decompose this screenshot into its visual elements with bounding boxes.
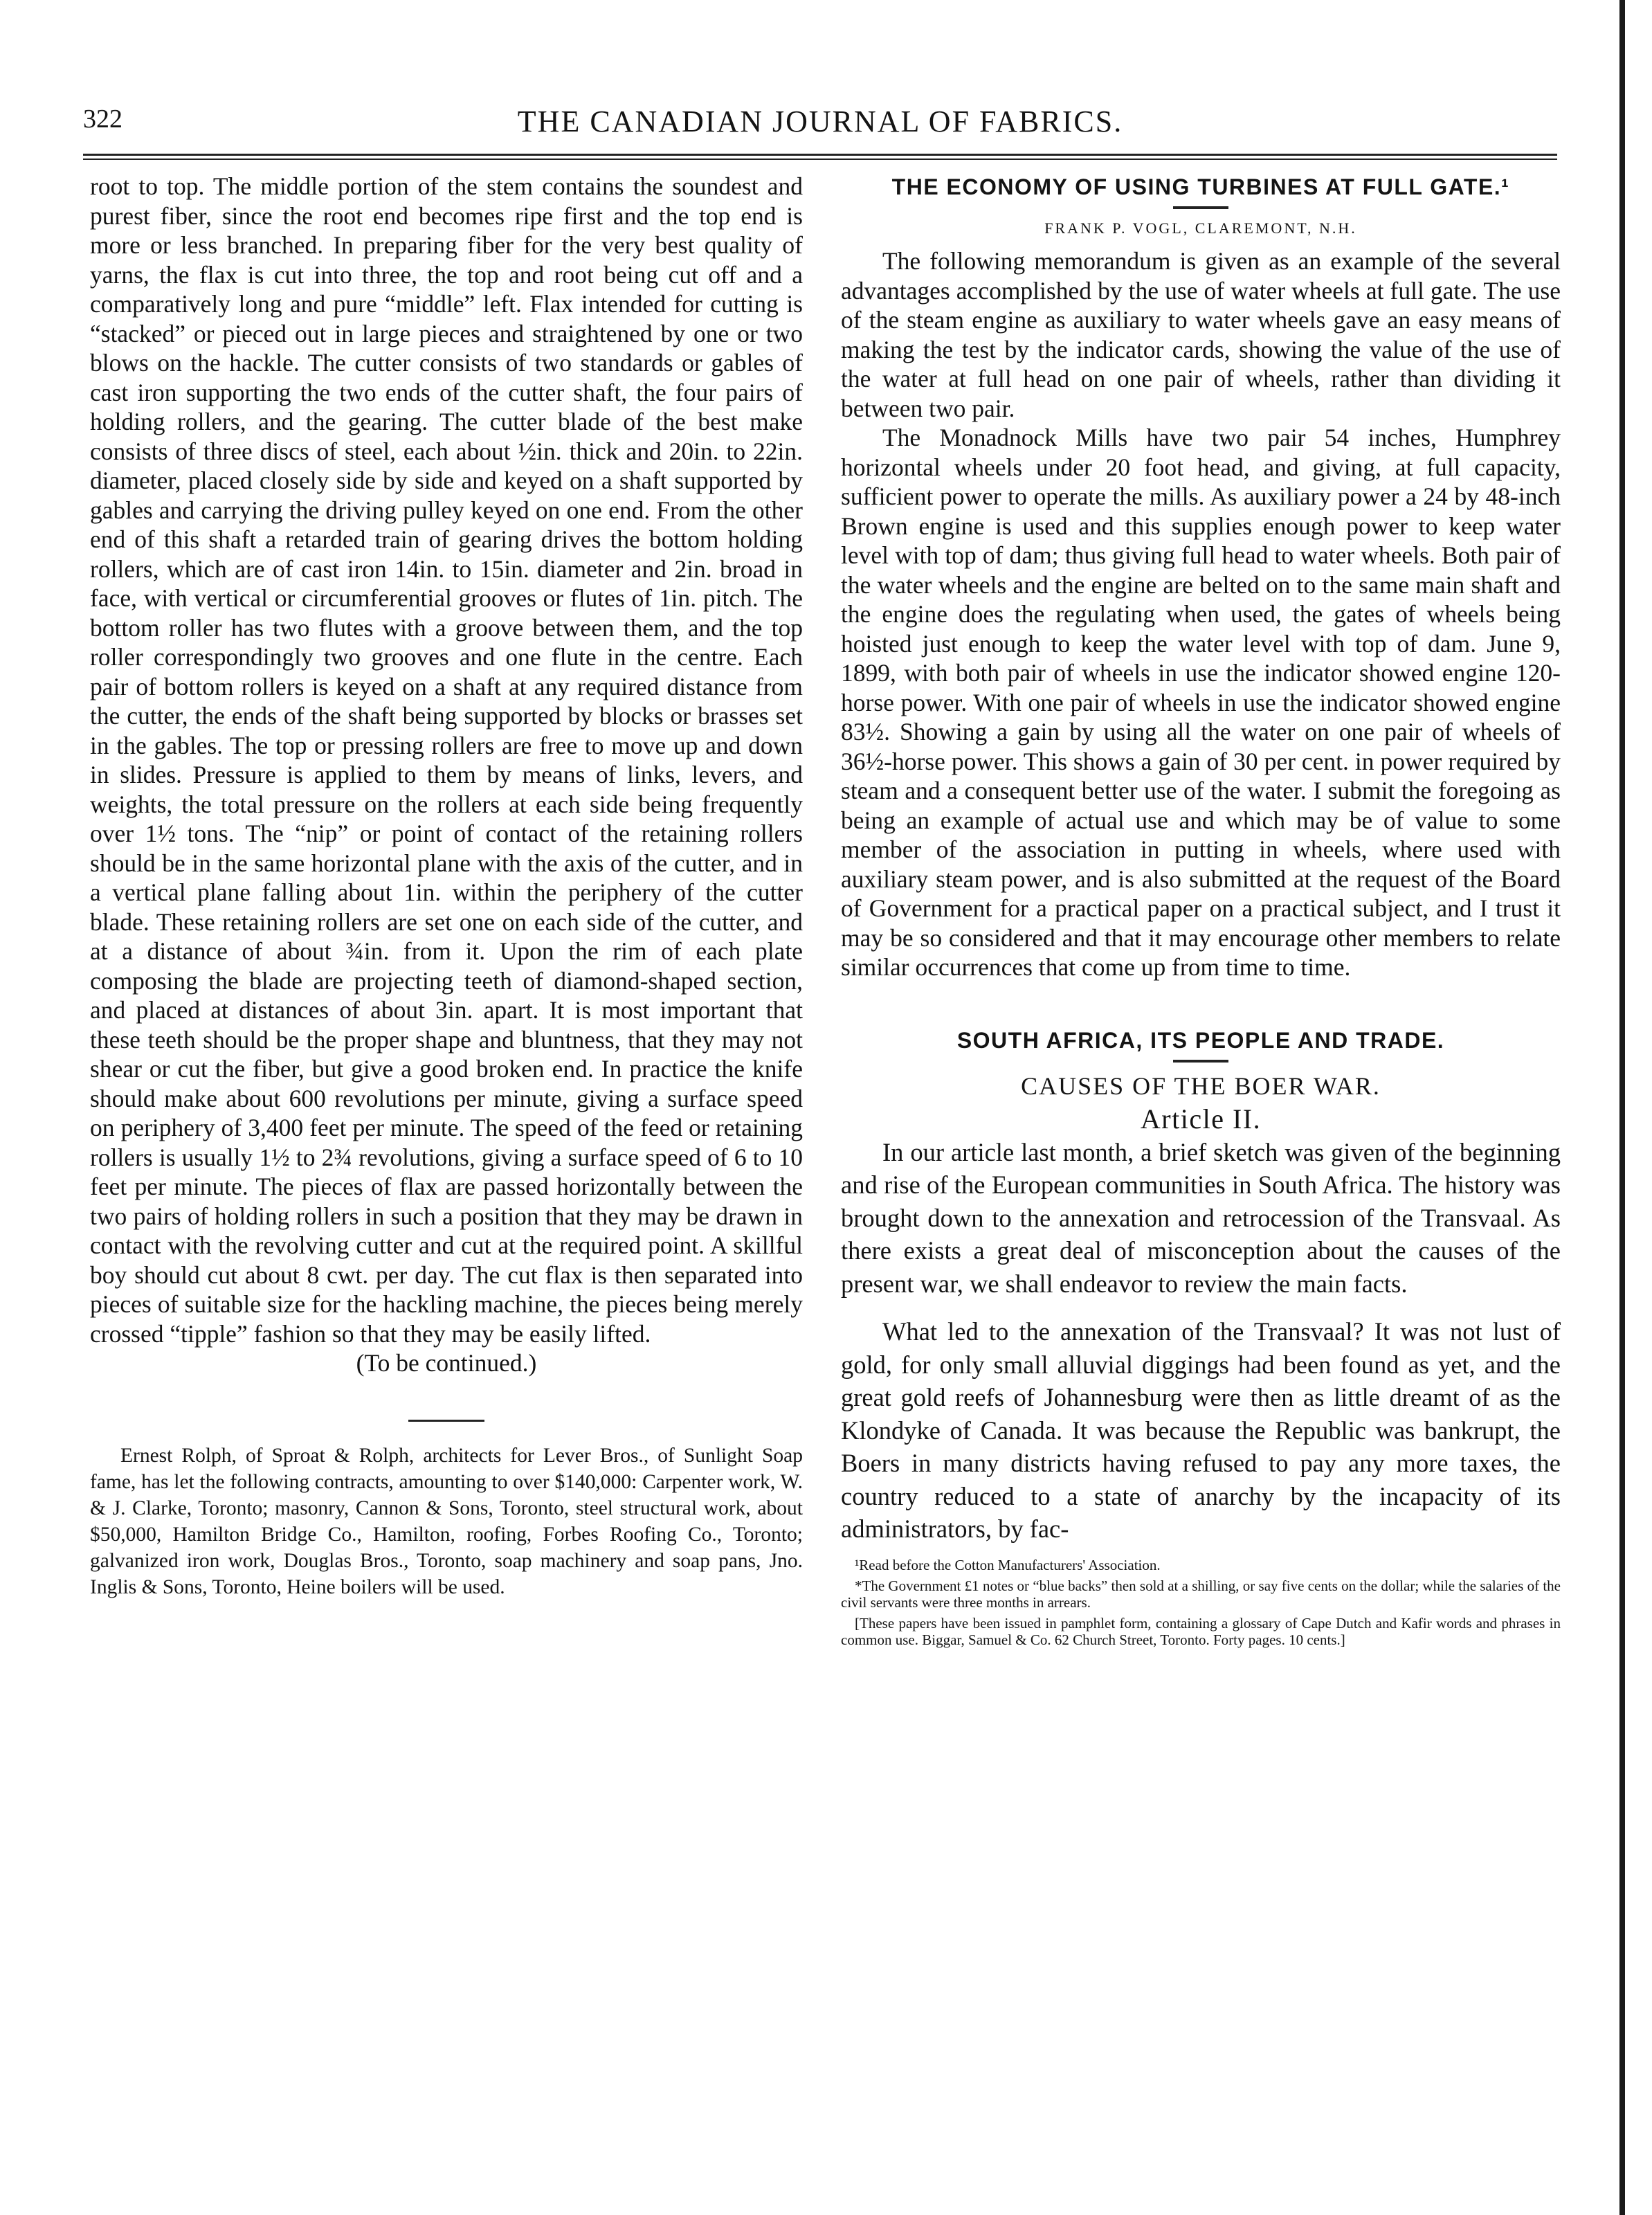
boer-war-subtitle: CAUSES OF THE BOER WAR. — [1021, 1072, 1381, 1100]
right-column — [841, 172, 1561, 1652]
footnote-blue-backs: *The Government £1 notes or “blue backs” then sold at a shilling, or say five cents on the dollar; while the salaries of the civil servants were three months in arrears. — [841, 1577, 1561, 1611]
footnotes — [841, 1557, 1561, 1648]
south-africa-paragraph-1: In our article last month, a brief sketch was given of the beginning and rise of the European communities in South Africa. The history was brought down to the annexation and retrocession of the Transvaal. As there exists a great deal of misconception about the causes of the present war, we shall endeavor to review the main facts. — [841, 1137, 1561, 1298]
south-africa-article-title: SOUTH AFRICA, ITS PEOPLE AND TRADE. — [956, 1027, 1445, 1053]
title-rule — [1173, 206, 1228, 209]
contracts-note: Ernest Rolph, of Sproat & Rolph, architects for Lever Bros., of Sunlight Soap fame, has let the following contracts, amounting to over $140,000: Carpenter work, W. & J. Clarke, Toronto; masonry, Cannon & Sons, Toronto, steel structural work, about $50,000, Hamilton Bridge Co., Hamilton, roofing, Forbes Roofing Co., Toronto; galvanized iron work, Douglas Bros., Toronto, soap machinery and soap pans, Jno. Inglis & Sons, Toronto, Heine boilers will be used. — [90, 1444, 803, 1598]
page-header — [83, 104, 1557, 152]
article-label: Article II. — [1140, 1103, 1262, 1134]
footnote-pamphlet: [These papers have been issued in pamphlet form, containing a glossary of Cape Dutch and Kafir words and phrases in common use. Biggar, Samuel & Co. 62 Church Street, Toronto. Forty pages. 10 cents.] — [841, 1614, 1561, 1648]
turbines-paragraph-1: The following memorandum is given as an example of the several advantages accomplished by the use of water wheels at full gate. The use of the steam engine as auxiliary to water wheels gave an easy means of making the test by the indicator cards, showing the value of the use of the water at full head on one pair of wheels, rather than dividing it between two pair. — [841, 247, 1561, 422]
left-column — [90, 172, 803, 1600]
title-rule-2 — [1173, 1060, 1228, 1063]
scan-edge-bar — [1619, 0, 1625, 2215]
section-divider — [408, 1420, 484, 1422]
south-africa-paragraph-2: What led to the annexation of the Transvaal? It was not lust of gold, for only small alluvial diggings had been found as yet, and the great gold reefs of Johannesburg were then as little dreamt of as the Klondyke of Canada. It was because the Republic was bankrupt, the Boers in many districts having refused to pay any more taxes, the country reduced to a state of anarchy by the incapacity of its administrators, by fac- — [841, 1317, 1561, 1543]
turbines-article-title: THE ECONOMY OF USING TURBINES AT FULL GATE.¹ — [891, 174, 1510, 199]
turbines-byline: FRANK P. VOGL, CLAREMONT, N.H. — [1044, 219, 1357, 237]
turbines-paragraph-2: The Monadnock Mills have two pair 54 inches, Humphrey horizontal wheels under 20 foot head, and giving, at full capacity, sufficient power to operate the mills. As auxiliary power a 24 by 48-inch Brown engine is used and this supplies enough power to keep water level with top of dam; thus giving full head to water wheels. Both pair of the water wheels and the engine are belted on to the same main shaft and the engine does the regulating when used, the gates of wheels being hoisted just enough to keep the water level with top of dam. June 9, 1899, with both pair of wheels in use the indicator showed engine 120-horse power. With one pair of wheels in use the indicator showed engine 83½. Showing a gain by using all the water on one pair of wheels of 36½-horse power. This shows a gain of 30 per cent. in power required by steam and a consequent better use of the water. I submit the foregoing as being an example of actual use and which may be of value to some member of the association in putting in wheels, where used with auxiliary steam power, and is also submitted at the request of the Board of Government for a practical paper on a practical subject, and I trust it may be so considered and that it may encourage other members to relate similar occurrences that come up from time to time. — [841, 424, 1561, 981]
journal-title: THE CANADIAN JOURNAL OF FABRICS. — [517, 105, 1123, 138]
page-number: 322 — [83, 105, 122, 134]
to-be-continued: (To be continued.) — [356, 1349, 537, 1377]
flax-article-body: root to top. The middle portion of the stem contains the soundest and purest fiber, since the root end becomes ripe first and the top end is more or less branched. In preparing fiber for the very best quality of yarns, the flax is cut into three, the top and root being cut off and a comparatively long and pure “middle” left. Flax intended for cutting is “stacked” or pieced out in large pieces and straightened by one or two blows on the hackle. The cutter consists of two standards or gables of cast iron supporting the two ends of the cutter shaft, the four pairs of holding rollers, and the gearing. The cutter blade of the best make consists of three discs of steel, each about ½in. thick and 20in. to 22in. diameter, placed closely side by side and keyed on a shaft supported by gables and carrying the driving pulley keyed on one end. From the other end of this shaft a retarded train of gearing drives the bottom holding rollers, which are of cast iron 14in. to 15in. diameter and 2in. broad in face, with vertical or circumferential grooves or flutes of 1in. pitch. The bottom roller has two flutes with a groove between them, and the top roller correspondingly two grooves and one flute in the centre. Each pair of bottom rollers is keyed on a shaft at any required distance from the cutter, the ends of the shaft being supported by blocks or brasses set in the gables. The top or pressing rollers are free to move up and down in slides. Pressure is applied to them by means of links, levers, and weights, the total pressure on the rollers at each side being frequently over 1½ tons. The “nip” or point of contact of the retaining rollers should be in the same horizontal plane with the axis of the cutter, and in a vertical plane falling about 1in. within the periphery of the cutter blade. These retaining rollers are set one on each side of the cutter, and at a distance of about ¾in. from it. Upon the rim of each plate composing the blade are projecting teeth of diamond-shaped section, and placed at distances of about 3in. apart. It is most important that these teeth should be the proper shape and bluntness, that they may not shear or cut the fiber, but give a good broken end. In practice the knife should make about 600 revolutions per minute, giving a surface speed on periphery of 3,400 feet per minute. The speed of the feed or retaining rollers is usually 1½ to 2¾ revolutions, giving a surface speed of 6 to 10 feet per minute. The pieces of flax are passed horizontally between the two pairs of holding rollers in such a position that they may be drawn in contact with the revolving cutter and cut at the required point. A skillful boy should cut about 8 cwt. per day. The cut flax is then separated into pieces of suitable size for the hackling machine, the pieces being merely crossed “tipple” fashion so that they may be easily lifted. — [90, 172, 803, 1348]
header-rule — [83, 154, 1557, 160]
footnote-read-before: ¹Read before the Cotton Manufacturers' Association. — [855, 1556, 1161, 1573]
